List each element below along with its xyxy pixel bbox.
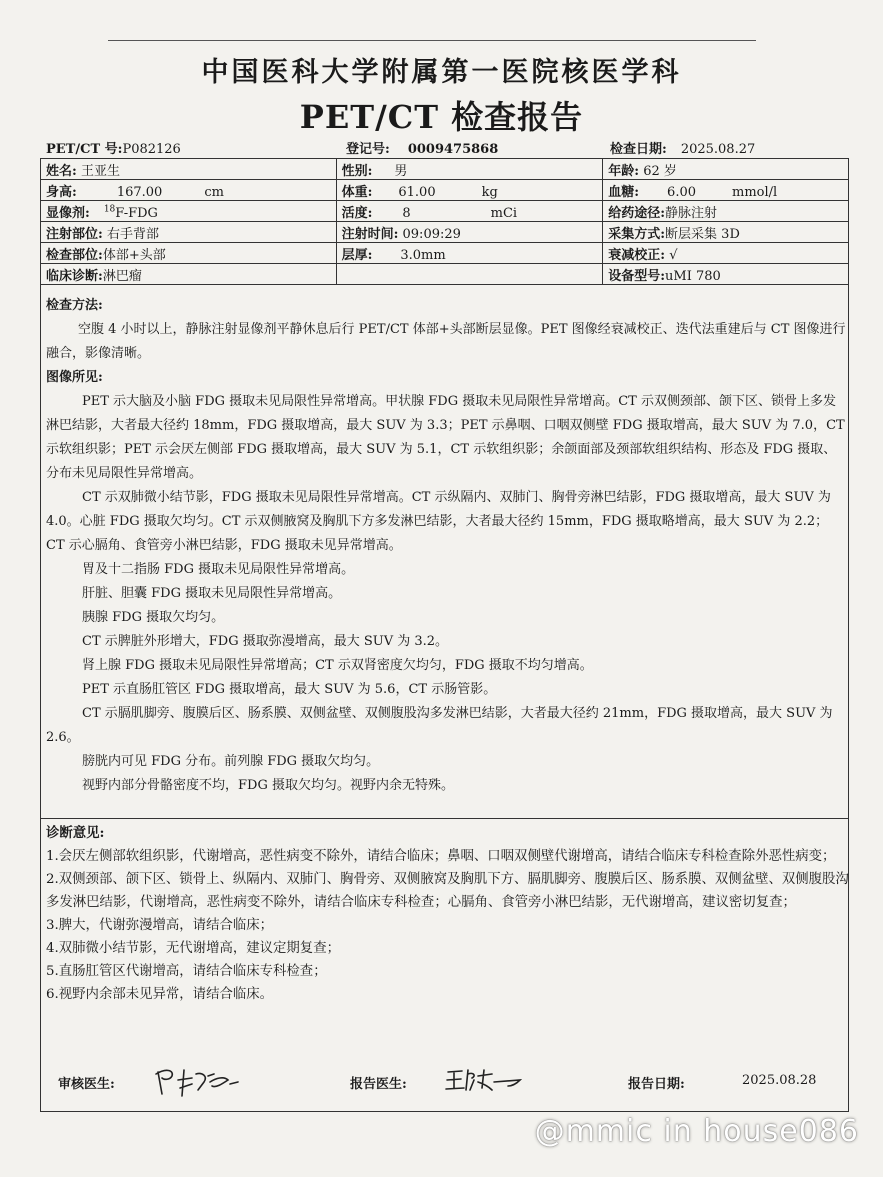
finding-paragraph: 膀胱内可见 FDG 分布。前列腺 FDG 摄取欠均匀。 <box>82 754 380 769</box>
method-text: 空腹 4 小时以上，静脉注射显像剂平静休息后行 PET/CT 体部+头部断层显像。PET 图像经衰减校正、迭代法重建后与 CT 图像进行融合，影像清晰。 <box>46 322 846 361</box>
diagnosis-item: 6.视野内余部未见异常，请结合临床。 <box>46 987 274 1002</box>
weight-cell: 体重: 61.00 kg <box>336 180 603 201</box>
sex-cell: 性别: 男 <box>336 159 603 180</box>
finding-paragraph: PET 示大脑及小脑 FDG 摄取未见局限性异常增高。甲状腺 FDG 摄取未见局限性异常增高。CT 示双侧颈部、颌下区、锁骨上多发淋巴结影，大者最大径约 18mm，FDG 摄取增高，最大 SUV 为 3.3；PET 示鼻咽、口咽双侧壁 FDG 摄取增高，最大 SUV 为 7.0，CT 示软组织影；PET 示会厌左侧部 FDG 摄取增高，最大 SUV 为 5.1，CT 示软组织影；余颌面部及颈部软组织结构、形态及 FDG 摄取、分布未见局限性异常增高。 <box>46 394 845 481</box>
activity-cell: 活度: 8 mCi <box>336 201 603 222</box>
finding-paragraph: 胰腺 FDG 摄取欠均匀。 <box>82 610 225 625</box>
patient-info-table <box>40 158 849 285</box>
diagnosis-item: 3.脾大，代谢弥漫增高，请结合临床； <box>46 918 274 933</box>
glucose-cell: 血糖: 6.00 mmol/l <box>603 180 849 201</box>
diagnosis-item: 4.双肺微小结节影，无代谢增高，建议定期复查； <box>46 941 340 956</box>
table-row <box>41 243 849 264</box>
method-heading: 检查方法: <box>46 298 103 313</box>
finding-paragraph: CT 示脾脏外形增大，FDG 摄取弥漫增高，最大 SUV 为 3.2。 <box>82 634 449 649</box>
diagnosis-item: 5.直肠肛管区代谢增高，请结合临床专科检查； <box>46 964 327 979</box>
divider <box>40 818 849 819</box>
finding-paragraph: 视野内部分骨骼密度不均，FDG 摄取欠均匀。视野内余无特殊。 <box>82 778 454 793</box>
table-row <box>41 180 849 201</box>
table-row <box>41 264 849 285</box>
route-cell: 给药途径:静脉注射 <box>603 201 849 222</box>
diagnosis-heading: 诊断意见: <box>46 825 105 841</box>
finding-paragraph: CT 示双肺微小结节影，FDG 摄取未见局限性异常增高。CT 示纵隔内、双肺门、胸骨旁淋巴结影，FDG 摄取增高，最大 SUV 为 4.0。心脏 FDG 摄取欠均匀。CT 示双侧腋窝及胸肌下方多发淋巴结影，大者最大径约 15mm，FDG 摄取略增高，最大 SUV 为 2.2；CT 示心膈角、食管旁小淋巴结影，FDG 摄取未见异常增高。 <box>46 490 831 553</box>
report-date-label: 报告日期: <box>628 1077 685 1092</box>
table-row <box>41 222 849 243</box>
table-row <box>41 159 849 180</box>
method-section <box>46 294 846 798</box>
clinical-diagnosis-cell: 临床诊断:淋巴瘤 <box>41 264 337 285</box>
finding-paragraph: 肾上腺 FDG 摄取未见局限性异常增高；CT 示双肾密度欠均匀，FDG 摄取不均匀增高。 <box>82 658 593 673</box>
exam-site-cell: 检查部位:体部+头部 <box>41 243 337 264</box>
reviewer-label: 审核医生: <box>58 1077 115 1092</box>
diagnosis-section <box>46 822 849 1006</box>
table-row <box>41 201 849 222</box>
reviewer-signature <box>152 1062 242 1098</box>
reporter-signature <box>444 1064 524 1094</box>
hospital-name: 中国医科大学附属第一医院核医学科 <box>201 57 682 88</box>
registration-number: 登记号: 0009475868 <box>346 142 499 157</box>
age-cell: 年龄: 62 岁 <box>603 159 849 180</box>
findings-heading: 图像所见: <box>46 370 103 385</box>
finding-paragraph: PET 示直肠肛管区 FDG 摄取增高，最大 SUV 为 5.6，CT 示肠管影。 <box>82 682 497 697</box>
finding-paragraph: 肝脏、胆囊 FDG 摄取未见局限性异常增高。 <box>82 586 342 601</box>
slice-cell: 层厚: 3.0mm <box>336 243 603 264</box>
watermark: @mmic in house086 <box>534 1114 859 1149</box>
diagnosis-item: 1.会厌左侧部软组织影，代谢增高，恶性病变不除外，请结合临床；鼻咽、口咽双侧壁代谢增高，请结合临床专科检查除外恶性病变； <box>46 849 836 864</box>
injection-time-cell: 注射时间: 09:09:29 <box>336 222 603 243</box>
height-cell: 身高: 167.00 cm <box>41 180 337 201</box>
exam-date: 检查日期: 2025.08.27 <box>610 142 756 157</box>
finding-paragraph: CT 示膈肌脚旁、腹膜后区、肠系膜、双侧盆壁、双侧腹股沟多发淋巴结影，大者最大径约 21mm，FDG 摄取增高，最大 SUV 为 2.6。 <box>46 706 833 745</box>
acquisition-cell: 采集方式:断层采集 3D <box>603 222 849 243</box>
pet-number: PET/CT 号:P082126 <box>46 142 181 157</box>
reporter-label: 报告医生: <box>350 1077 407 1092</box>
finding-paragraph: 胃及十二指肠 FDG 摄取未见局限性异常增高。 <box>82 562 355 577</box>
name-cell: 姓名: 王亚生 <box>41 159 337 180</box>
injection-site-cell: 注射部位: 右手背部 <box>41 222 337 243</box>
report-date: 2025.08.28 <box>742 1073 817 1088</box>
attenuation-cell: 衰减校正: √ <box>603 243 849 264</box>
report-title: PET/CT 检查报告 <box>299 98 584 136</box>
diagnosis-item: 2.双侧颈部、颌下区、锁骨上、纵隔内、双肺门、胸骨旁、双侧腋窝及胸肌下方、膈肌脚旁、腹膜后区、肠系膜、双侧盆壁、双侧腹股沟多发淋巴结影，代谢增高，恶性病变不除外，请结合临床专科检查；心膈角、食管旁小淋巴结影，无代谢增高，建议密切复查； <box>46 872 849 910</box>
device-cell: 设备型号:uMI 780 <box>603 264 849 285</box>
top-rule <box>108 40 756 41</box>
agent-cell: 显像剂: $^{18}$F-FDG <box>41 201 337 222</box>
